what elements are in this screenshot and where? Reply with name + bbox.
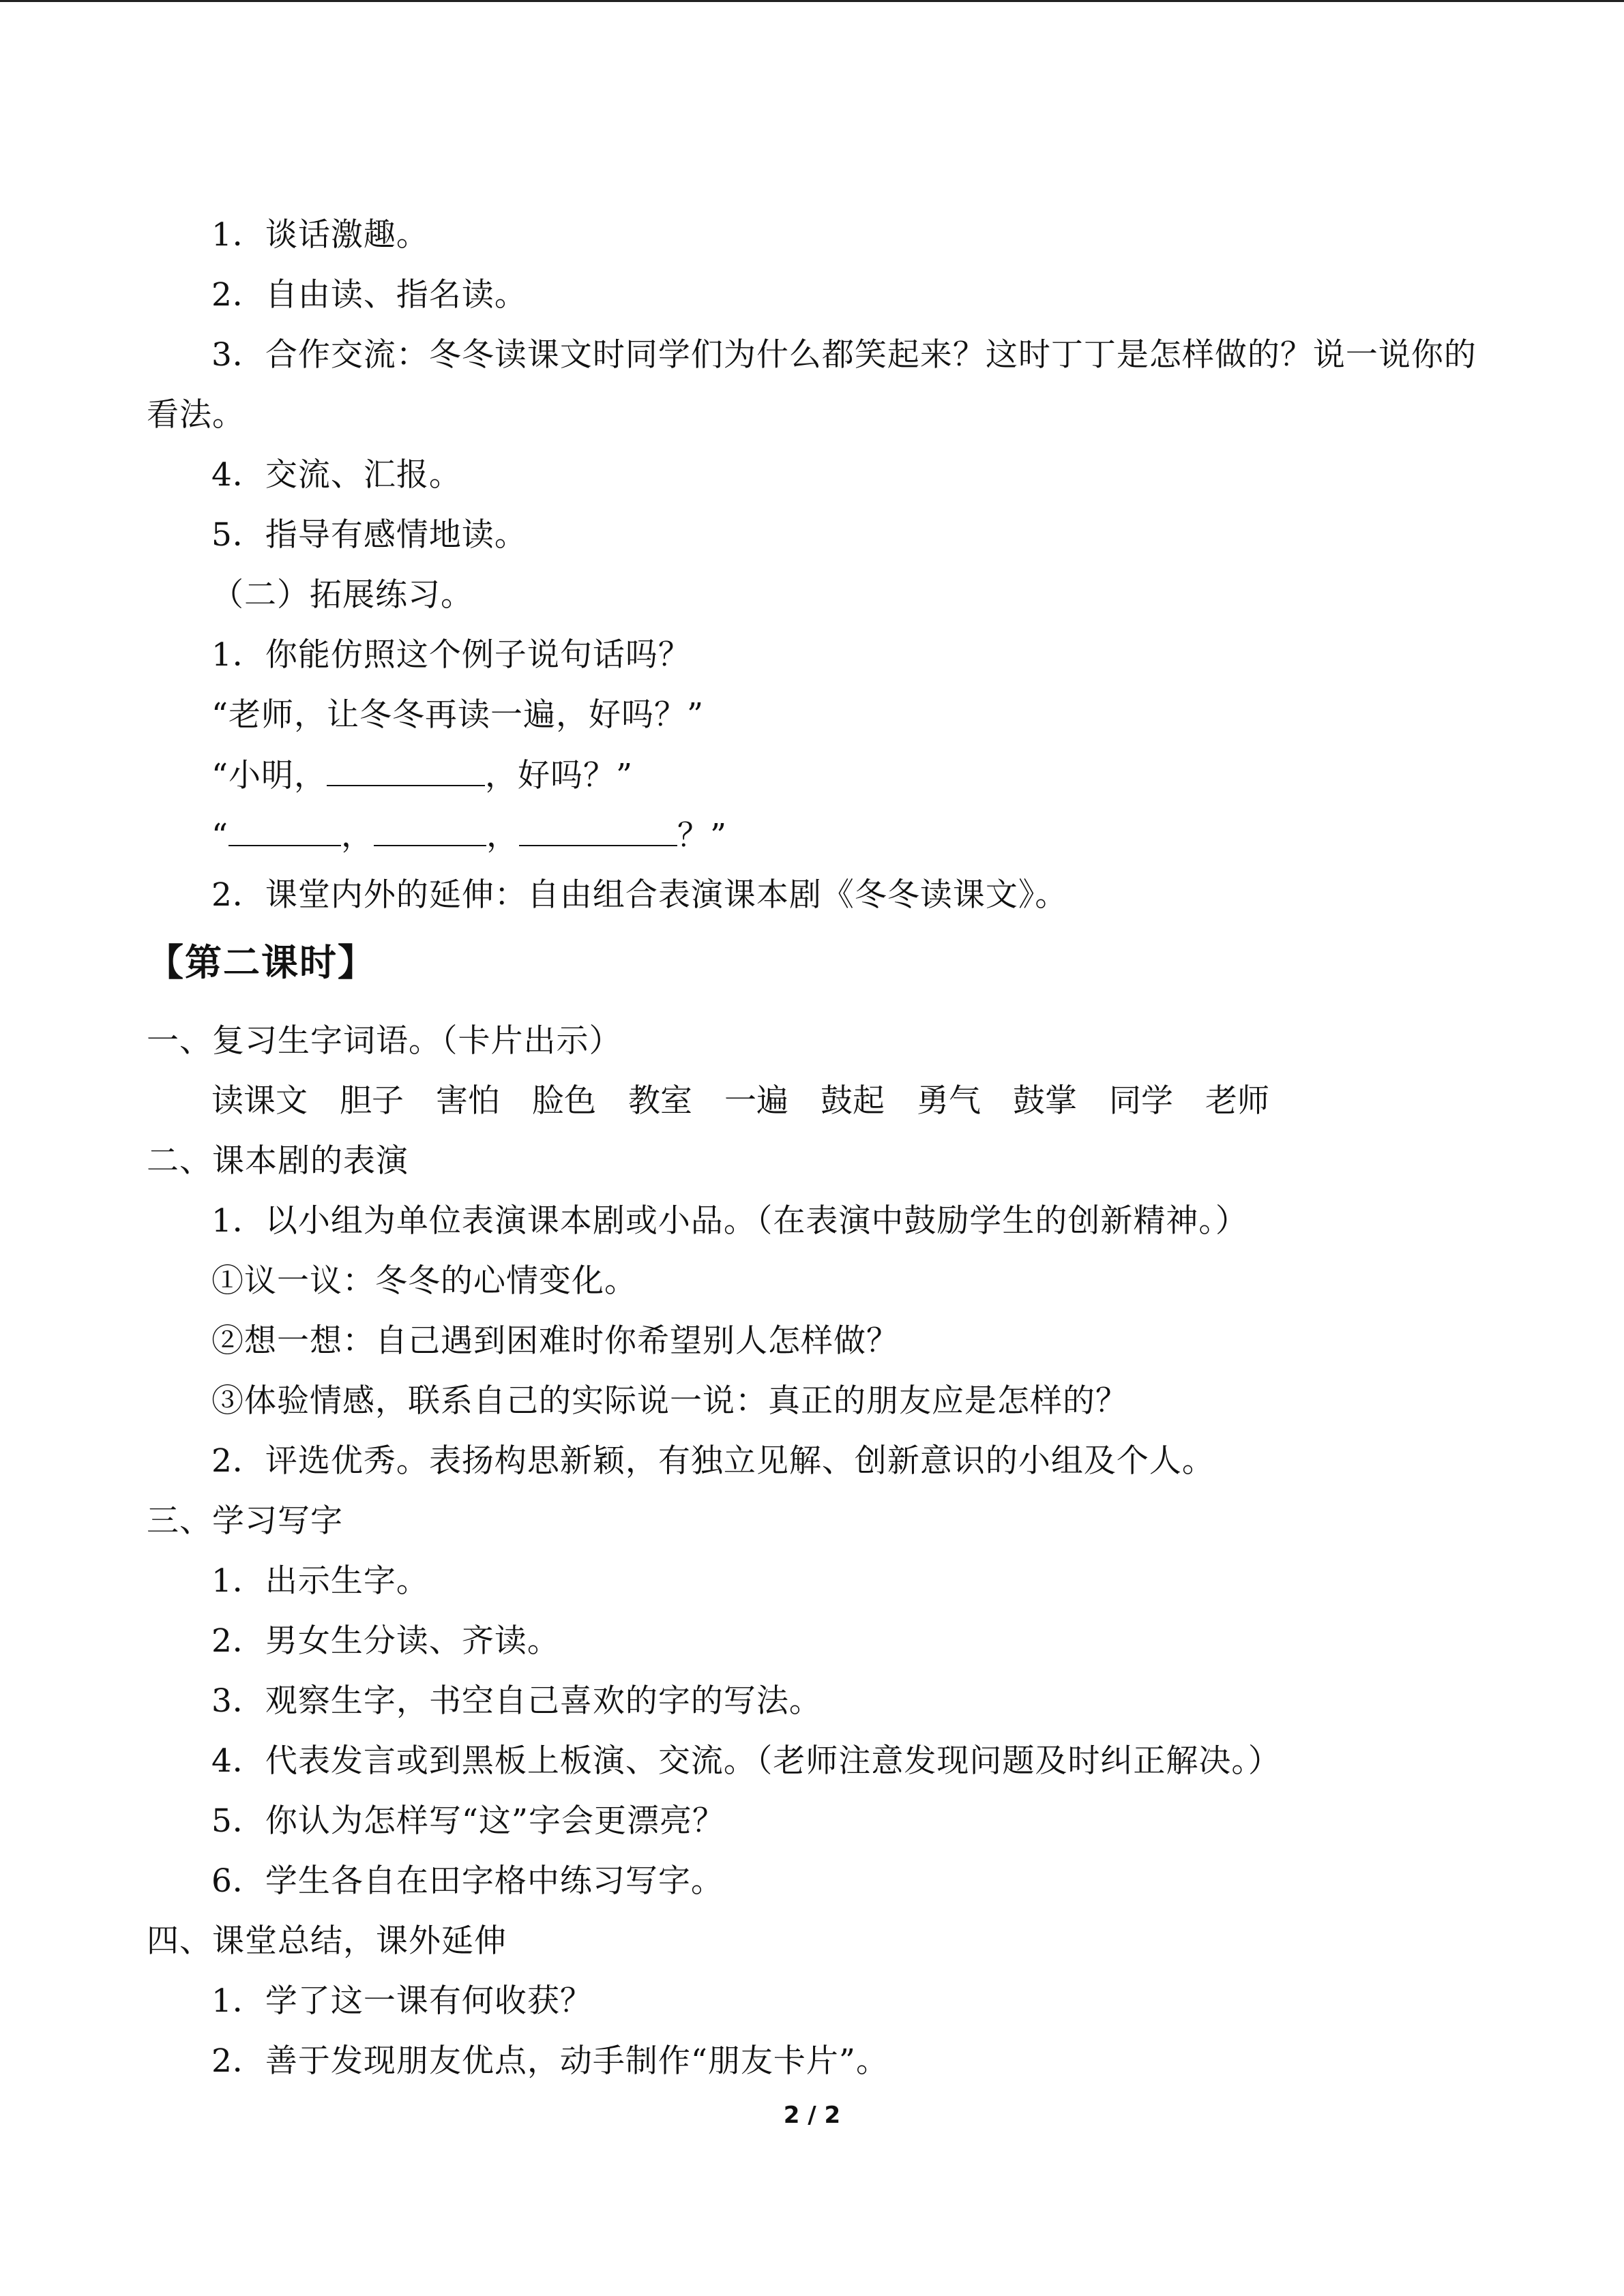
page-number: 2 / 2 — [783, 2102, 841, 2129]
vocab-word: 同学 — [1109, 1082, 1173, 1120]
text-line: ②想一想：自己遇到困难时你希望别人怎样做？ — [211, 1322, 899, 1360]
fill-blank — [327, 755, 485, 786]
vocab-word: 勇气 — [917, 1082, 981, 1120]
fill-separator: ， — [341, 817, 374, 854]
fill-in-line-1 — [211, 755, 633, 796]
text-line: 1．你能仿照这个例子说句话吗？ — [211, 636, 691, 674]
text-line: 6．学生各自在田字格中练习写字。 — [211, 1862, 724, 1900]
text-line: 1．以小组为单位表演课本剧或小品。（在表演中鼓励学生的创新精神。） — [211, 1202, 1248, 1240]
section-title: 二、课本剧的表演 — [147, 1142, 409, 1180]
text-line: 看法。 — [147, 396, 245, 434]
text-line: ③体验情感，联系自己的实际说一说：真正的朋友应是怎样的？ — [211, 1382, 1128, 1420]
vocab-word: 鼓掌 — [1013, 1082, 1077, 1120]
fill-prefix: “小明， — [211, 757, 327, 794]
text-line: 2．男女生分读、齐读。 — [211, 1622, 560, 1660]
text-line: 4．交流、汇报。 — [211, 456, 462, 494]
vocab-word: 胆子 — [340, 1082, 404, 1120]
section-title: 三、学习写字 — [147, 1502, 343, 1540]
section-heading: 【第二课时】 — [147, 940, 376, 984]
vocab-word: 害怕 — [436, 1082, 500, 1120]
fill-suffix: ，好吗？” — [485, 757, 634, 794]
text-line: 2．自由读、指名读。 — [211, 276, 527, 314]
fill-open-quote: “ — [211, 817, 229, 854]
subsection-title: （二）拓展练习。 — [211, 576, 473, 614]
vocab-word: 脸色 — [532, 1082, 596, 1120]
text-line: 2．课堂内外的延伸：自由组合表演课本剧《冬冬读课文》。 — [211, 876, 1068, 914]
fill-blank — [519, 815, 677, 846]
text-line: 2．善于发现朋友优点，动手制作“朋友卡片”。 — [211, 2042, 889, 2080]
vocab-word: 一遍 — [724, 1082, 788, 1120]
text-line: 4．代表发言或到黑板上板演、交流。（老师注意发现问题及时纠正解决。） — [211, 1742, 1281, 1780]
text-line: 5．你认为怎样写“这”字会更漂亮？ — [211, 1802, 725, 1840]
fill-close: ？” — [677, 817, 728, 854]
text-line: 1．学了这一课有何收获？ — [211, 1982, 593, 2020]
text-line: ①议一议：冬冬的心情变化。 — [211, 1262, 637, 1300]
vocabulary-list — [211, 1081, 1301, 1122]
text-line: 1．谈话激趣。 — [211, 216, 429, 254]
section-title: 四、课堂总结，课外延伸 — [147, 1922, 507, 1960]
example-sentence: “老师，让冬冬再读一遍，好吗？” — [211, 696, 705, 734]
vocab-word: 读课文 — [211, 1082, 308, 1120]
fill-blank — [374, 815, 486, 846]
text-line: 5．指导有感情地读。 — [211, 516, 527, 554]
vocab-word: 鼓起 — [821, 1082, 885, 1120]
text-line: 3．合作交流：冬冬读课文时同学们为什么都笑起来？这时丁丁是怎样做的？说一说你的 — [211, 336, 1477, 374]
text-line: 2．评选优秀。表扬构思新颖，有独立见解、创新意识的小组及个人。 — [211, 1442, 1215, 1480]
review-title: 一、复习生字词语。（卡片出示） — [147, 1022, 622, 1060]
vocab-word: 老师 — [1205, 1082, 1269, 1120]
fill-separator: ， — [486, 817, 520, 854]
fill-blank — [228, 815, 341, 846]
text-line: 3．观察生字，书空自己喜欢的字的写法。 — [211, 1682, 822, 1720]
fill-in-line-2 — [211, 815, 727, 856]
vocab-word: 教室 — [628, 1082, 692, 1120]
text-line: 1．出示生字。 — [211, 1562, 429, 1600]
